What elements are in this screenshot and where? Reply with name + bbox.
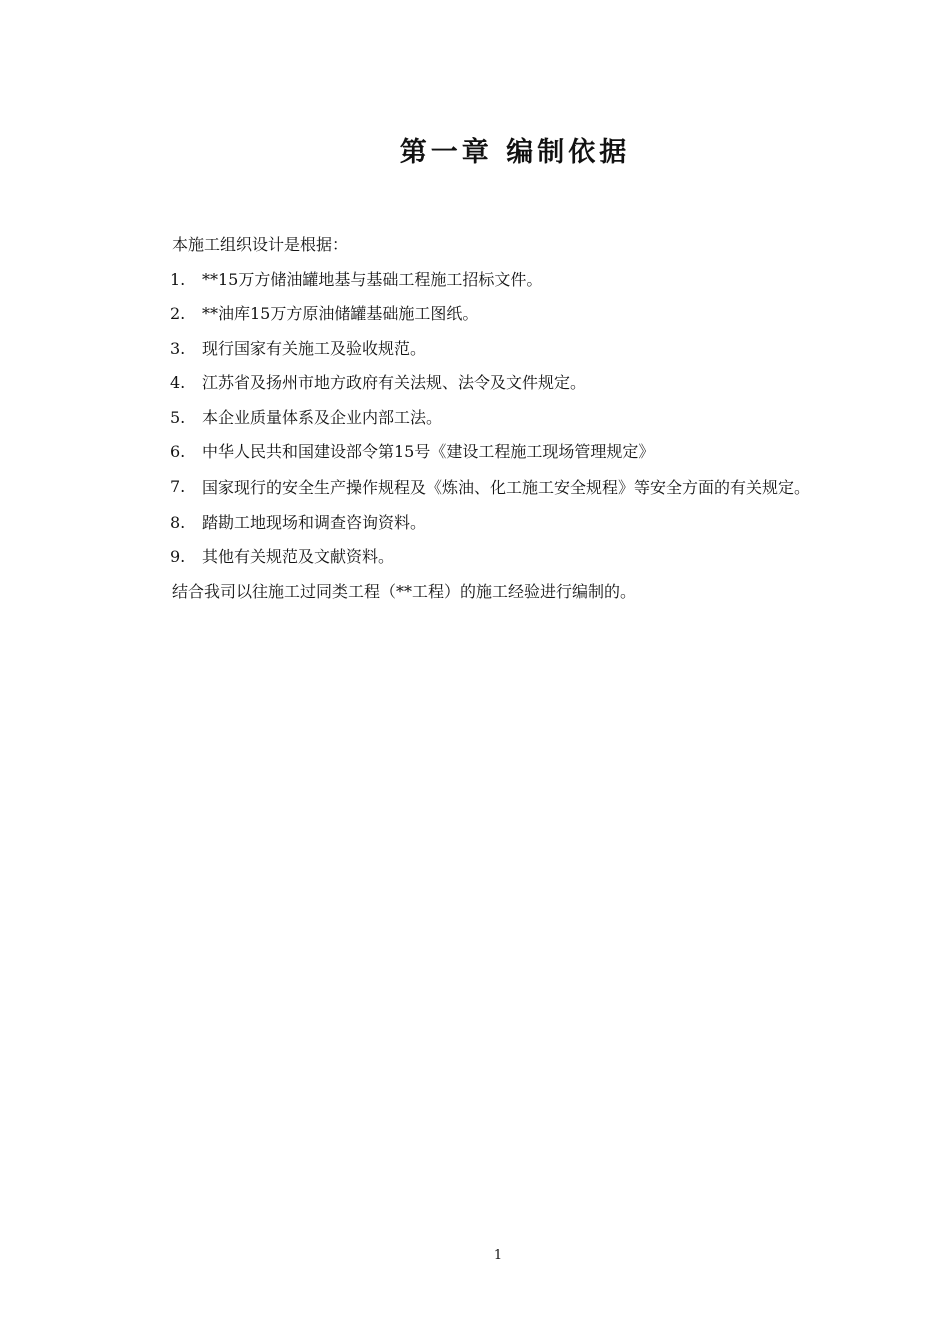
list-item <box>170 470 872 506</box>
list-item <box>170 506 872 541</box>
list-item <box>170 366 872 401</box>
intro-paragraph: 本施工组织设计是根据： <box>172 235 349 254</box>
list-item <box>170 332 872 367</box>
list-item-text: **15万方储油罐地基与基础工程施工招标文件。 <box>202 269 543 289</box>
list-item-text: 本企业质量体系及企业内部工法。 <box>202 407 443 427</box>
list-item-text: 中华人民共和国建设部令第15号《建设工程施工现场管理规定》 <box>202 442 655 461</box>
list-item-number: 9. <box>170 547 186 566</box>
list-item-text: 江苏省及扬州市地方政府有关法规、法令及文件规定。 <box>202 373 587 392</box>
list-item-text: **油库15万方原油储罐基础施工图纸。 <box>202 304 479 323</box>
list-item-number: 3. <box>170 338 186 358</box>
list-item-text: 现行国家有关施工及验收规范。 <box>202 338 427 358</box>
closing-paragraph: 结合我司以往施工过同类工程（**工程）的施工经验进行编制的。 <box>172 581 637 601</box>
list-item-number: 6. <box>170 442 186 461</box>
list-item <box>170 540 872 575</box>
page-number: 1 <box>493 1248 503 1263</box>
list-item-text: 国家现行的安全生产操作规程及《炼油、化工施工安全规程》等安全方面的有关规定。 <box>202 477 811 497</box>
list-item-number: 4. <box>170 373 186 392</box>
list-item-text: 其他有关规范及文献资料。 <box>202 547 395 566</box>
list-item-number: 2. <box>170 304 186 323</box>
list-item <box>170 297 872 332</box>
list-item-number: 1. <box>170 269 186 289</box>
list-item-number: 5. <box>170 407 186 427</box>
list-item <box>170 263 872 298</box>
list-item-number: 8. <box>170 512 186 532</box>
chapter-title: 第一章 编制依据 <box>399 137 631 168</box>
document-body <box>172 228 872 609</box>
list-item <box>170 401 872 436</box>
list-item-number: 7. <box>170 476 186 496</box>
list-item-text: 踏勘工地现场和调查咨询资料。 <box>202 512 427 532</box>
list-item <box>170 435 872 470</box>
